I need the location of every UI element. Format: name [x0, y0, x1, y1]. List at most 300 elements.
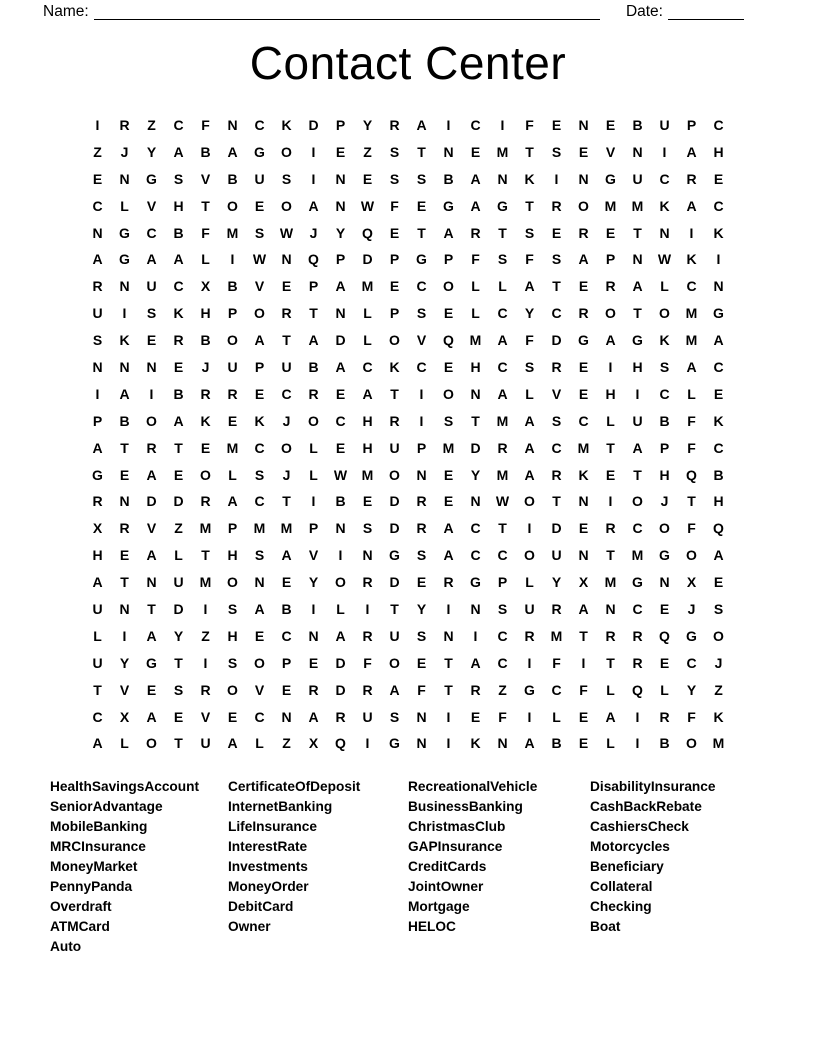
grid-letter: X	[119, 708, 130, 725]
grid-letter: E	[119, 547, 130, 564]
grid-letter: N	[443, 143, 454, 160]
grid-letter: S	[173, 170, 184, 187]
grid-letter: I	[203, 654, 208, 671]
grid-letter: N	[335, 197, 346, 214]
word-list-item: HELOC	[408, 919, 456, 935]
grid-letter: J	[282, 412, 291, 429]
grid-letter: U	[362, 708, 373, 725]
grid-letter: T	[93, 681, 102, 698]
grid-letter: I	[527, 708, 532, 725]
grid-letter: K	[281, 117, 292, 133]
grid-letter: L	[606, 681, 615, 698]
grid-letter: G	[416, 251, 427, 268]
grid-letter: A	[605, 708, 616, 725]
grid-letter: T	[147, 601, 156, 618]
grid-letter: R	[605, 627, 616, 644]
word-list-item: Motorcycles	[590, 839, 670, 855]
grid-letter: A	[605, 332, 616, 349]
grid-letter: I	[95, 385, 100, 402]
grid-letter: I	[716, 251, 721, 268]
grid-letter: E	[578, 385, 589, 402]
grid-letter: I	[446, 117, 451, 133]
grid-letter: E	[227, 412, 238, 429]
grid-letter: C	[254, 493, 265, 510]
grid-letter: N	[578, 117, 589, 133]
word-list-item: LifeInsurance	[228, 819, 317, 835]
grid-letter: B	[119, 412, 130, 429]
grid-letter: C	[551, 681, 562, 698]
grid-letter: M	[442, 439, 455, 456]
grid-letter: X	[92, 520, 103, 537]
grid-letter: V	[200, 170, 211, 187]
grid-letter: N	[416, 466, 427, 483]
grid-letter: R	[362, 574, 373, 591]
grid-letter: A	[443, 520, 454, 537]
grid-letter: R	[524, 627, 535, 644]
word-list-item: MoneyOrder	[228, 879, 309, 895]
grid-letter: Q	[308, 251, 319, 268]
grid-letter: E	[578, 143, 589, 160]
grid-letter: C	[632, 520, 643, 537]
grid-letter: A	[254, 601, 265, 618]
grid-letter: S	[551, 143, 562, 160]
grid-letter: D	[389, 520, 400, 537]
grid-letter: M	[496, 143, 509, 160]
grid-letter: S	[416, 547, 427, 564]
grid-letter: C	[362, 359, 373, 376]
grid-letter: L	[363, 305, 372, 322]
grid-letter: O	[281, 143, 292, 160]
grid-letter: N	[119, 493, 130, 510]
grid-letter: R	[335, 708, 346, 725]
grid-letter: O	[686, 735, 697, 752]
word-list-item: InternetBanking	[228, 799, 333, 815]
grid-letter: C	[173, 278, 184, 295]
grid-letter: O	[713, 627, 724, 644]
grid-letter: N	[92, 359, 103, 376]
grid-letter: H	[227, 547, 238, 564]
grid-letter: T	[390, 385, 399, 402]
grid-letter: D	[146, 493, 157, 510]
grid-letter: N	[713, 278, 724, 295]
grid-letter: J	[714, 654, 723, 671]
grid-letter: C	[551, 439, 562, 456]
grid-letter: T	[498, 224, 507, 241]
word-list-item: Checking	[590, 899, 652, 915]
grid-letter: S	[173, 681, 184, 698]
grid-letter: U	[524, 601, 535, 618]
grid-letter: A	[524, 735, 535, 752]
grid-letter: V	[605, 143, 616, 160]
grid-letter: E	[119, 466, 130, 483]
grid-letter: I	[500, 117, 505, 133]
grid-letter: R	[416, 493, 427, 510]
word-list-column	[408, 777, 590, 957]
grid-letter: G	[659, 547, 670, 564]
grid-letter: H	[470, 359, 481, 376]
grid-letter: Z	[174, 520, 183, 537]
grid-letter: U	[281, 359, 292, 376]
grid-letter: R	[551, 466, 562, 483]
grid-letter: L	[228, 466, 237, 483]
grid-letter: S	[551, 251, 562, 268]
grid-letter: A	[146, 547, 157, 564]
grid-letter: E	[713, 574, 724, 591]
grid-letter: E	[281, 278, 292, 295]
grid-letter: I	[527, 520, 532, 537]
grid-letter: K	[659, 332, 670, 349]
grid-letter: O	[632, 493, 643, 510]
grid-letter: E	[362, 493, 373, 510]
grid-letter: I	[446, 708, 451, 725]
grid-letter: F	[417, 681, 426, 698]
grid-letter: C	[686, 278, 697, 295]
grid-letter: A	[578, 601, 589, 618]
grid-letter: O	[281, 439, 292, 456]
grid-letter: S	[254, 224, 265, 241]
grid-letter: T	[120, 439, 129, 456]
grid-letter: N	[281, 708, 292, 725]
grid-letter: A	[335, 278, 346, 295]
grid-letter: W	[252, 251, 267, 268]
grid-letter: H	[659, 466, 670, 483]
grid-letter: U	[389, 439, 400, 456]
grid-letter: F	[471, 251, 480, 268]
grid-letter: N	[416, 708, 427, 725]
grid-letter: E	[254, 385, 265, 402]
grid-letter: F	[390, 197, 399, 214]
grid-letter: O	[389, 466, 400, 483]
grid-letter: I	[230, 251, 235, 268]
grid-letter: A	[713, 547, 724, 564]
grid-letter: I	[635, 708, 640, 725]
grid-letter: N	[578, 493, 589, 510]
grid-letter: F	[525, 251, 534, 268]
grid-letter: I	[635, 385, 640, 402]
grid-letter: M	[604, 574, 617, 591]
grid-letter: I	[554, 170, 559, 187]
word-list-item: SeniorAdvantage	[50, 799, 163, 815]
grid-letter: I	[311, 493, 316, 510]
grid-letter: P	[254, 359, 265, 376]
grid-letter: B	[200, 143, 211, 160]
grid-letter: R	[92, 278, 103, 295]
grid-letter: N	[146, 359, 157, 376]
grid-letter: I	[338, 547, 343, 564]
grid-letter: R	[659, 708, 670, 725]
grid-letter: I	[446, 735, 451, 752]
grid-letter: A	[92, 251, 103, 268]
grid-letter: M	[577, 439, 590, 456]
word-list-item: CreditCards	[408, 859, 487, 875]
grid-letter: K	[524, 170, 535, 187]
grid-letter: I	[446, 601, 451, 618]
grid-letter: Q	[632, 681, 643, 698]
grid-letter: A	[632, 439, 643, 456]
grid-letter: U	[92, 601, 103, 618]
grid-letter: M	[199, 574, 212, 591]
grid-letter: S	[497, 601, 508, 618]
grid-letter: E	[713, 170, 724, 187]
grid-letter: T	[201, 547, 210, 564]
grid-letter: Z	[93, 143, 102, 160]
grid-letter: Q	[686, 466, 697, 483]
grid-letter: R	[146, 439, 157, 456]
grid-letter: Y	[551, 574, 562, 591]
grid-letter: Q	[362, 224, 373, 241]
grid-letter: C	[254, 117, 265, 133]
grid-letter: J	[687, 601, 696, 618]
grid-letter: D	[470, 439, 481, 456]
word-list-item: MoneyMarket	[50, 859, 138, 875]
grid-letter: V	[254, 681, 265, 698]
grid-letter: P	[335, 117, 346, 133]
grid-letter: Y	[146, 143, 157, 160]
grid-letter: A	[497, 385, 508, 402]
word-list-item: DisabilityInsurance	[590, 779, 716, 795]
word-list-item: InterestRate	[228, 839, 308, 855]
grid-letter: E	[551, 224, 562, 241]
grid-letter: A	[578, 251, 589, 268]
grid-letter: Y	[308, 574, 319, 591]
grid-letter: C	[713, 117, 724, 133]
grid-letter: O	[227, 574, 238, 591]
grid-letter: C	[659, 385, 670, 402]
grid-letter: O	[254, 305, 265, 322]
grid-letter: I	[608, 359, 613, 376]
grid-letter: E	[335, 143, 346, 160]
grid-letter: L	[309, 466, 318, 483]
grid-letter: E	[713, 385, 724, 402]
grid-letter: E	[254, 627, 265, 644]
word-search-grid	[84, 112, 732, 757]
grid-letter: C	[497, 547, 508, 564]
grid-letter: R	[200, 493, 211, 510]
grid-letter: A	[92, 439, 103, 456]
grid-letter: E	[173, 359, 184, 376]
grid-letter: W	[495, 493, 510, 510]
grid-letter: A	[308, 332, 319, 349]
grid-letter: P	[389, 251, 400, 268]
grid-letter: G	[524, 681, 535, 698]
grid-letter: I	[635, 735, 640, 752]
grid-letter: P	[227, 305, 238, 322]
grid-letter: C	[254, 708, 265, 725]
grid-letter: O	[389, 654, 400, 671]
grid-letter: C	[632, 601, 643, 618]
grid-letter: T	[417, 224, 426, 241]
grid-letter: T	[606, 654, 615, 671]
grid-letter: S	[227, 654, 238, 671]
grid-letter: N	[470, 601, 481, 618]
grid-letter: V	[254, 278, 265, 295]
grid-letter: E	[470, 708, 481, 725]
grid-letter: R	[551, 197, 562, 214]
grid-letter: E	[281, 681, 292, 698]
grid-letter: A	[146, 627, 157, 644]
grid-letter: I	[662, 143, 667, 160]
grid-letter: Y	[335, 224, 346, 241]
grid-letter: M	[604, 197, 617, 214]
grid-letter: P	[416, 439, 427, 456]
grid-letter: A	[686, 197, 697, 214]
grid-letter: L	[471, 305, 480, 322]
grid-letter: E	[578, 359, 589, 376]
grid-letter: M	[253, 520, 266, 537]
grid-letter: S	[281, 170, 292, 187]
grid-letter: T	[174, 735, 183, 752]
header	[0, 0, 816, 20]
grid-letter: A	[173, 412, 184, 429]
grid-letter: F	[687, 520, 696, 537]
grid-letter: I	[527, 654, 532, 671]
word-list-item: Overdraft	[50, 899, 112, 915]
grid-letter: N	[632, 251, 643, 268]
word-list-item: ATMCard	[50, 919, 110, 935]
grid-letter: T	[309, 305, 318, 322]
grid-letter: R	[497, 439, 508, 456]
grid-letter: N	[632, 143, 643, 160]
grid-letter: R	[362, 627, 373, 644]
grid-letter: H	[173, 197, 184, 214]
grid-letter: H	[200, 305, 211, 322]
grid-letter: R	[605, 520, 616, 537]
grid-letter: F	[687, 439, 696, 456]
grid-letter: O	[389, 332, 400, 349]
grid-letter: A	[713, 332, 724, 349]
grid-letter: C	[713, 197, 724, 214]
grid-letter: C	[281, 385, 292, 402]
grid-letter: X	[200, 278, 211, 295]
grid-letter: L	[309, 439, 318, 456]
grid-letter: Z	[363, 143, 372, 160]
grid-letter: R	[470, 681, 481, 698]
grid-letter: G	[713, 305, 724, 322]
grid-letter: I	[473, 627, 478, 644]
grid-letter: G	[146, 170, 157, 187]
grid-letter: T	[444, 681, 453, 698]
grid-letter: A	[524, 466, 535, 483]
grid-letter: T	[174, 654, 183, 671]
grid-letter: W	[279, 224, 294, 241]
grid-letter: R	[578, 305, 589, 322]
grid-letter: F	[579, 681, 588, 698]
grid-letter: O	[605, 305, 616, 322]
grid-letter: T	[444, 654, 453, 671]
grid-letter: S	[254, 547, 265, 564]
grid-letter: T	[390, 601, 399, 618]
grid-letter: A	[335, 359, 346, 376]
grid-letter: U	[92, 654, 103, 671]
grid-letter: V	[146, 520, 157, 537]
grid-letter: U	[227, 359, 238, 376]
grid-letter: G	[92, 466, 103, 483]
grid-letter: P	[443, 251, 454, 268]
word-list-item: Owner	[228, 919, 271, 935]
grid-letter: A	[443, 547, 454, 564]
grid-letter: D	[173, 601, 184, 618]
grid-letter: L	[93, 627, 102, 644]
grid-letter: I	[419, 385, 424, 402]
grid-letter: Q	[443, 332, 454, 349]
grid-letter: Z	[498, 681, 507, 698]
grid-letter: N	[497, 735, 508, 752]
grid-letter: S	[389, 143, 400, 160]
grid-letter: N	[497, 170, 508, 187]
word-list-item: Mortgage	[408, 899, 470, 915]
grid-letter: T	[579, 627, 588, 644]
grid-letter: X	[308, 735, 319, 752]
grid-letter: C	[497, 305, 508, 322]
grid-letter: K	[659, 197, 670, 214]
grid-letter: O	[281, 197, 292, 214]
word-list-item: Boat	[590, 919, 621, 935]
grid-letter: G	[605, 170, 616, 187]
grid-letter: I	[311, 601, 316, 618]
word-list-item: CashiersCheck	[590, 819, 689, 835]
grid-letter: N	[443, 627, 454, 644]
grid-letter: N	[281, 251, 292, 268]
grid-letter: T	[498, 520, 507, 537]
grid-letter: A	[497, 332, 508, 349]
grid-letter: G	[389, 735, 400, 752]
grid-letter: J	[282, 466, 291, 483]
grid-letter: X	[686, 574, 697, 591]
grid-letter: R	[686, 170, 697, 187]
word-list-item: ChristmasClub	[408, 819, 506, 835]
grid-letter: U	[173, 574, 184, 591]
grid-letter: K	[200, 412, 211, 429]
grid-letter: B	[227, 278, 238, 295]
grid-letter: F	[201, 117, 210, 133]
grid-letter: C	[497, 654, 508, 671]
grid-letter: L	[525, 385, 534, 402]
word-list-item: CertificateOfDeposit	[228, 779, 361, 795]
grid-letter: M	[226, 439, 239, 456]
grid-letter: E	[281, 574, 292, 591]
grid-letter: H	[632, 359, 643, 376]
grid-letter: T	[606, 547, 615, 564]
grid-letter: T	[552, 493, 561, 510]
grid-letter: N	[470, 385, 481, 402]
grid-letter: N	[254, 574, 265, 591]
grid-letter: H	[713, 143, 724, 160]
grid-letter: T	[633, 466, 642, 483]
grid-letter: E	[146, 681, 157, 698]
puzzle-title: Contact Center	[249, 37, 567, 89]
grid-letter: A	[524, 439, 535, 456]
grid-letter: M	[361, 466, 374, 483]
grid-letter: A	[227, 143, 238, 160]
grid-letter: S	[443, 412, 454, 429]
grid-letter: Y	[119, 654, 130, 671]
grid-letter: N	[362, 547, 373, 564]
grid-letter: R	[578, 224, 589, 241]
grid-letter: M	[712, 735, 725, 752]
grid-letter: E	[551, 117, 562, 133]
grid-letter: K	[254, 412, 265, 429]
grid-letter: I	[122, 305, 127, 322]
grid-letter: D	[362, 251, 373, 268]
grid-letter: U	[632, 412, 643, 429]
grid-letter: M	[361, 278, 374, 295]
word-list-item: GAPInsurance	[408, 839, 503, 855]
grid-letter: A	[308, 708, 319, 725]
grid-letter: T	[201, 197, 210, 214]
grid-letter: K	[713, 708, 724, 725]
grid-letter: O	[227, 197, 238, 214]
grid-letter: M	[550, 627, 563, 644]
